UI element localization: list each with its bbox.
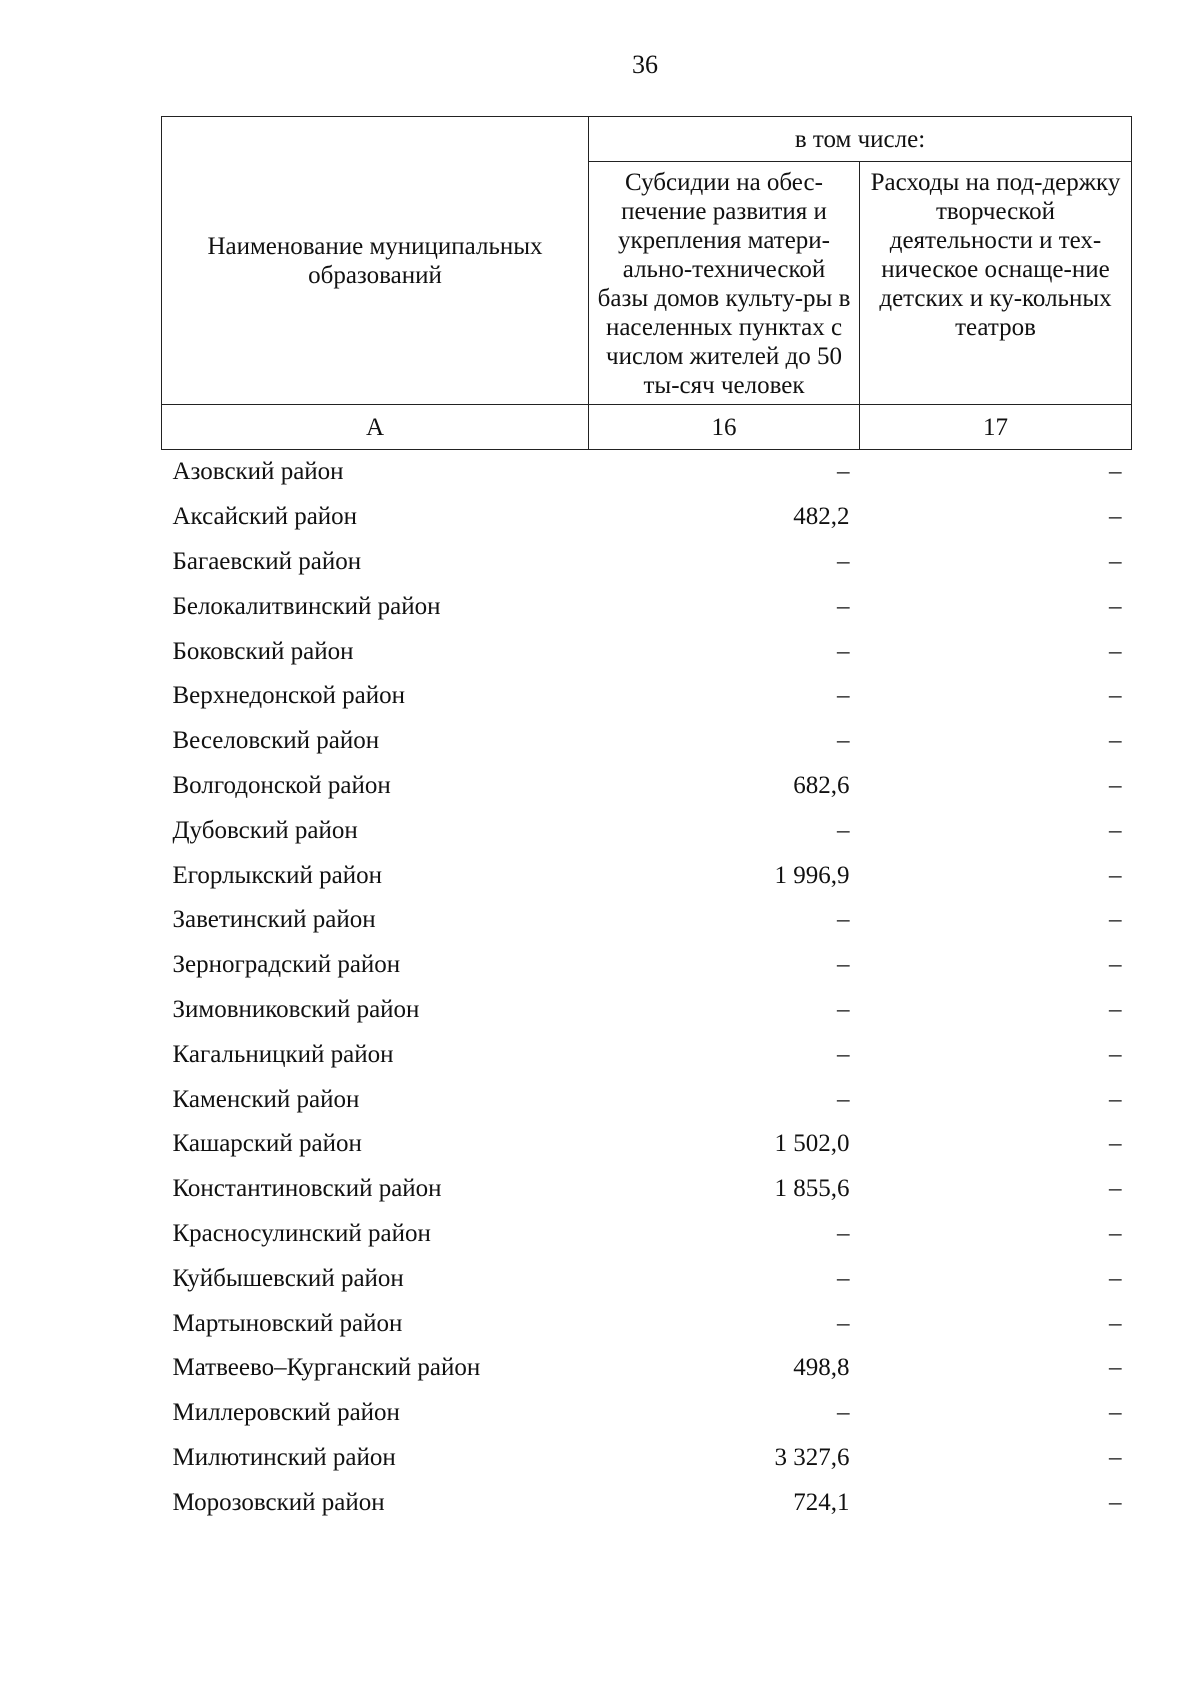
row-value-17: –: [1109, 458, 1122, 486]
row-name: Куйбышевский район: [172, 1264, 404, 1292]
row-name: Милютинский район: [172, 1443, 396, 1471]
table-row: [162, 1391, 1132, 1436]
header-num-17: 17: [860, 405, 1132, 450]
row-value-16: –: [837, 1040, 850, 1068]
table-row: [162, 540, 1132, 585]
row-value-16: 3 327,6: [774, 1443, 850, 1471]
header-num-a: А: [162, 405, 589, 450]
table-row: [162, 719, 1132, 764]
table-body: [162, 450, 1132, 1526]
row-value-16: –: [837, 1309, 850, 1337]
table-row: [162, 988, 1132, 1033]
row-name: Дубовский район: [172, 816, 358, 844]
row-name: Егорлыкский район: [172, 861, 382, 889]
table-row: [162, 495, 1132, 540]
row-value-17: –: [1109, 637, 1122, 665]
table-row: [162, 629, 1132, 674]
row-value-17: –: [1109, 727, 1122, 755]
row-value-16: 724,1: [793, 1488, 850, 1516]
row-name: Кагальницкий район: [172, 1040, 394, 1068]
row-name: Аксайский район: [172, 503, 358, 531]
row-name: Кашарский район: [172, 1130, 362, 1158]
row-value-17: –: [1109, 592, 1122, 620]
budget-table: [161, 116, 1132, 1525]
row-value-17: –: [1109, 906, 1122, 934]
table-row: [162, 943, 1132, 988]
table-row: [162, 1167, 1132, 1212]
row-value-17: –: [1109, 1085, 1122, 1113]
row-name: Константиновский район: [172, 1175, 442, 1203]
table-row: [162, 674, 1132, 719]
row-value-16: –: [837, 1399, 850, 1427]
row-value-16: –: [837, 682, 850, 710]
row-value-17: –: [1109, 547, 1122, 575]
table-row: [162, 1480, 1132, 1525]
table-row: [162, 1077, 1132, 1122]
row-name: Зимовниковский район: [172, 995, 420, 1023]
row-name: Азовский район: [172, 458, 344, 486]
row-value-16: 1 502,0: [774, 1130, 850, 1158]
row-value-17: –: [1109, 1488, 1122, 1516]
row-value-17: –: [1109, 816, 1122, 844]
table-row: [162, 764, 1132, 809]
row-name: Мартыновский район: [172, 1309, 403, 1337]
row-value-17: –: [1109, 1130, 1122, 1158]
table-row: [162, 1301, 1132, 1346]
row-value-16: 1 996,9: [774, 861, 850, 889]
page-number: 36: [632, 50, 658, 79]
row-value-16: –: [837, 547, 850, 575]
header-col-17: Расходы на под-держку творческой деятельности и тех-ническое оснаще-ние детских и ку-кольных театров: [860, 162, 1132, 405]
row-value-17: –: [1109, 1443, 1122, 1471]
row-value-16: –: [837, 458, 850, 486]
table-row: [162, 1122, 1132, 1167]
row-name: Багаевский район: [172, 547, 362, 575]
row-value-17: –: [1109, 1219, 1122, 1247]
row-name: Миллеровский район: [172, 1399, 400, 1427]
row-name: Каменский район: [172, 1085, 360, 1113]
row-value-16: –: [837, 637, 850, 665]
row-value-16: 482,2: [793, 503, 850, 531]
row-value-17: –: [1109, 951, 1122, 979]
row-value-16: –: [837, 1085, 850, 1113]
row-name: Белокалитвинский район: [172, 592, 441, 620]
row-value-17: –: [1109, 1309, 1122, 1337]
row-name: Морозовский район: [172, 1488, 385, 1516]
row-value-16: –: [837, 727, 850, 755]
row-value-17: –: [1109, 861, 1122, 889]
row-value-16: 498,8: [793, 1354, 850, 1382]
table-row: [162, 808, 1132, 853]
row-value-17: –: [1109, 682, 1122, 710]
table-row: [162, 450, 1132, 495]
table-row: [162, 853, 1132, 898]
row-name: Верхнедонской район: [172, 682, 405, 710]
row-value-17: –: [1109, 771, 1122, 799]
table-row: [162, 1032, 1132, 1077]
row-value-16: –: [837, 816, 850, 844]
header-num-16: 16: [589, 405, 860, 450]
row-value-16: 682,6: [793, 771, 850, 799]
row-value-17: –: [1109, 1354, 1122, 1382]
row-name: Красносулинский район: [172, 1219, 431, 1247]
row-value-16: –: [837, 1264, 850, 1292]
table-row: [162, 1256, 1132, 1301]
row-value-17: –: [1109, 1399, 1122, 1427]
row-name: Зерноградский район: [172, 951, 401, 979]
row-value-16: –: [837, 906, 850, 934]
header-municipality-name: Наименование муниципальных образований: [162, 117, 589, 405]
row-value-17: –: [1109, 1264, 1122, 1292]
row-value-17: –: [1109, 1175, 1122, 1203]
row-name: Волгодонской район: [172, 771, 391, 799]
row-name: Боковский район: [172, 637, 354, 665]
table-row: [162, 1212, 1132, 1257]
row-value-16: –: [837, 995, 850, 1023]
table-row: [162, 898, 1132, 943]
table-row: [162, 584, 1132, 629]
row-value-17: –: [1109, 1040, 1122, 1068]
table-row: [162, 1436, 1132, 1481]
row-value-16: –: [837, 951, 850, 979]
row-name: Заветинский район: [172, 906, 376, 934]
header-group-including: в том числе:: [589, 117, 1132, 162]
row-name: Матвеево–Курганский район: [172, 1354, 481, 1382]
table-row: [162, 1346, 1132, 1391]
row-value-17: –: [1109, 503, 1122, 531]
row-value-17: –: [1109, 995, 1122, 1023]
row-name: Веселовский район: [172, 727, 380, 755]
row-value-16: –: [837, 592, 850, 620]
row-value-16: 1 855,6: [774, 1175, 850, 1203]
header-col-16: Субсидии на обес-печение развития и укрепления матери-ально-технической базы домов культу-ры в населенных пунктах с числом жителей до 50 ты-сяч человек: [589, 162, 860, 405]
row-value-16: –: [837, 1219, 850, 1247]
